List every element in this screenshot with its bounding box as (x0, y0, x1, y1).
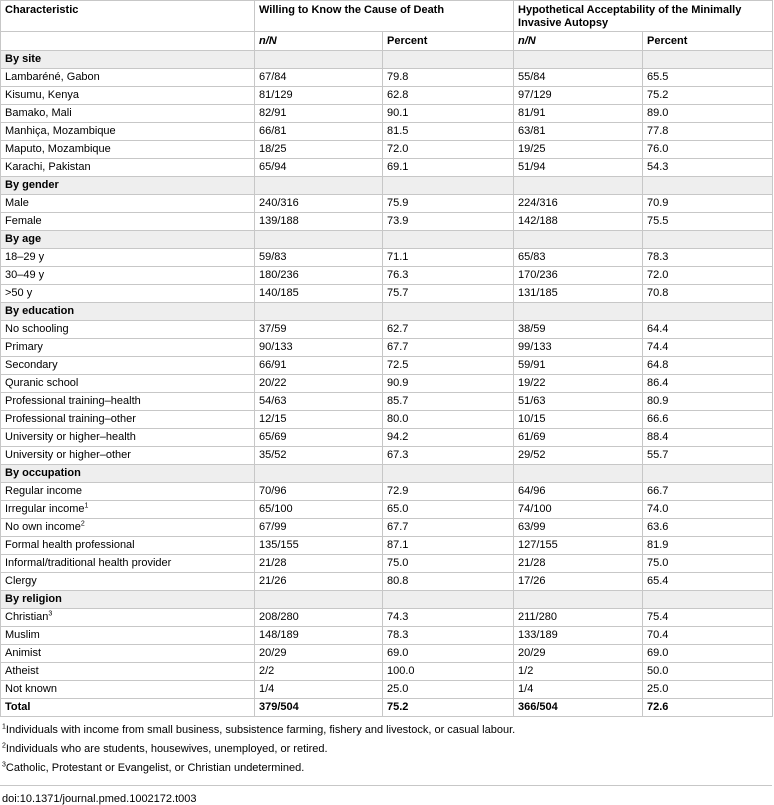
table-row (1, 141, 773, 159)
mia-nN-cell: 131/185 (514, 285, 643, 303)
willing-percent-cell: 75.9 (383, 195, 514, 213)
mia-nN-cell: 170/236 (514, 267, 643, 285)
willing-percent-cell: 62.8 (383, 87, 514, 105)
mia-nN-cell: 59/91 (514, 357, 643, 375)
row-label (1, 267, 255, 285)
table-body (1, 51, 773, 717)
willing-percent-cell: 80.0 (383, 411, 514, 429)
section-blank-cell (643, 465, 773, 483)
row-label-text: University or higher–health (5, 431, 136, 443)
mia-nN-cell: 63/81 (514, 123, 643, 141)
table-row (1, 87, 773, 105)
total-willing-percent: 75.2 (383, 699, 514, 717)
section-title: By site (1, 51, 255, 69)
total-label: Total (1, 699, 255, 717)
row-label-text: Irregular income (5, 503, 85, 515)
willing-percent-cell: 100.0 (383, 663, 514, 681)
mia-nN-cell: 38/59 (514, 321, 643, 339)
table-row (1, 645, 773, 663)
willing-percent-cell: 71.1 (383, 249, 514, 267)
row-label-text: Formal health professional (5, 539, 135, 551)
section-blank-cell (514, 177, 643, 195)
mia-acceptability-header: Hypothetical Acceptability of the Minimally Invasive Autopsy (514, 1, 773, 32)
mia-nN-cell: 1/2 (514, 663, 643, 681)
mia-percent-cell: 88.4 (643, 429, 773, 447)
mia-percent-cell: 50.0 (643, 663, 773, 681)
willing-percent-cell: 75.7 (383, 285, 514, 303)
footnote-text: Individuals with income from small business, subsistence farming, fishery and livestock, or casual labour. (5, 724, 516, 736)
subheader-row (1, 32, 773, 51)
willing-percent-cell: 73.9 (383, 213, 514, 231)
row-label (1, 447, 255, 465)
table-row (1, 339, 773, 357)
willing-nN-cell: 20/22 (255, 375, 383, 393)
table-row (1, 357, 773, 375)
willing-nN-cell: 140/185 (255, 285, 383, 303)
willing-nN-cell: 67/84 (255, 69, 383, 87)
table-row (1, 555, 773, 573)
table-row (1, 69, 773, 87)
section-blank-cell (383, 231, 514, 249)
willing-percent-cell: 25.0 (383, 681, 514, 699)
table-row (1, 663, 773, 681)
row-label (1, 555, 255, 573)
footnote-mark: 3 (2, 761, 6, 769)
table-row (1, 393, 773, 411)
willing-nN-cell: 66/81 (255, 123, 383, 141)
mia-percent-cell: 66.7 (643, 483, 773, 501)
mia-percent-cell: 80.9 (643, 393, 773, 411)
mia-percent-cell: 89.0 (643, 105, 773, 123)
table-row (1, 573, 773, 591)
table-row (1, 159, 773, 177)
row-label (1, 609, 255, 627)
table-row (1, 627, 773, 645)
mia-percent-cell: 75.2 (643, 87, 773, 105)
section-blank-cell (643, 51, 773, 69)
section-blank-cell (255, 231, 383, 249)
footnote-mark: 1 (2, 723, 6, 731)
mia-percent-cell: 65.5 (643, 69, 773, 87)
section-blank-cell (383, 51, 514, 69)
table-row (1, 411, 773, 429)
willing-percent-cell: 67.7 (383, 519, 514, 537)
mia-percent-cell: 78.3 (643, 249, 773, 267)
willing-percent-cell: 87.1 (383, 537, 514, 555)
row-label-text: Informal/traditional health provider (5, 557, 172, 569)
mia-nN-cell: 63/99 (514, 519, 643, 537)
willing-percent-cell: 90.9 (383, 375, 514, 393)
row-label-text: Female (5, 215, 42, 227)
footnote-marker: 1 (84, 502, 89, 510)
row-label (1, 123, 255, 141)
willing-nN-cell: 59/83 (255, 249, 383, 267)
mia-nN-cell: 51/94 (514, 159, 643, 177)
willing-percent-cell: 67.7 (383, 339, 514, 357)
willing-nN-cell: 66/91 (255, 357, 383, 375)
table-row (1, 681, 773, 699)
willing-percent-cell: 72.0 (383, 141, 514, 159)
mia-nN-cell: 97/129 (514, 87, 643, 105)
row-label (1, 411, 255, 429)
mia-nN-cell: 224/316 (514, 195, 643, 213)
willing-nN-cell: 35/52 (255, 447, 383, 465)
mia-percent-cell: 72.0 (643, 267, 773, 285)
section-blank-cell (514, 303, 643, 321)
row-label (1, 663, 255, 681)
row-label (1, 519, 255, 537)
willing-nN-cell: 67/99 (255, 519, 383, 537)
section-blank-cell (255, 51, 383, 69)
blank-subheader (1, 32, 255, 51)
row-label-text: No schooling (5, 323, 69, 335)
willing-nN-cell: 70/96 (255, 483, 383, 501)
willing-nN-cell: 139/188 (255, 213, 383, 231)
total-mia-percent: 72.6 (643, 699, 773, 717)
row-label (1, 627, 255, 645)
section-blank-cell (514, 51, 643, 69)
mia-percent-cell: 25.0 (643, 681, 773, 699)
willing-percent-cell: 85.7 (383, 393, 514, 411)
willing-to-know-header: Willing to Know the Cause of Death (255, 1, 514, 32)
row-label-text: Lambaréné, Gabon (5, 71, 100, 83)
mia-percent-cell: 75.0 (643, 555, 773, 573)
row-label-text: Not known (5, 683, 57, 695)
row-label (1, 105, 255, 123)
row-label (1, 537, 255, 555)
row-label-text: Professional training–other (5, 413, 136, 425)
section-header-row (1, 465, 773, 483)
section-blank-cell (383, 303, 514, 321)
row-label-text: Manhiça, Mozambique (5, 125, 116, 137)
mia-nN-cell: 29/52 (514, 447, 643, 465)
section-title: By religion (1, 591, 255, 609)
mia-percent-cell: 75.4 (643, 609, 773, 627)
willing-nN-cell: 65/100 (255, 501, 383, 519)
mia-nN-cell: 20/29 (514, 645, 643, 663)
section-blank-cell (255, 303, 383, 321)
row-label-text: Quranic school (5, 377, 79, 389)
willing-percent-cell: 72.9 (383, 483, 514, 501)
mia-percent-cell: 66.6 (643, 411, 773, 429)
mia-percent-cell: 70.8 (643, 285, 773, 303)
mia-nN-cell: 133/189 (514, 627, 643, 645)
willing-nN-cell: 2/2 (255, 663, 383, 681)
section-blank-cell (643, 303, 773, 321)
table-row (1, 519, 773, 537)
nN-subheader-a: n/N (255, 32, 383, 51)
row-label (1, 573, 255, 591)
mia-nN-cell: 211/280 (514, 609, 643, 627)
mia-percent-cell: 74.4 (643, 339, 773, 357)
footnote-marker: 3 (48, 610, 53, 618)
row-label (1, 357, 255, 375)
total-mia-nN: 366/504 (514, 699, 643, 717)
row-label-text: Primary (5, 341, 43, 353)
row-label (1, 141, 255, 159)
willing-nN-cell: 65/94 (255, 159, 383, 177)
section-title: By gender (1, 177, 255, 195)
nN-subheader-b: n/N (514, 32, 643, 51)
table-row (1, 501, 773, 519)
mia-nN-cell: 61/69 (514, 429, 643, 447)
table-row (1, 213, 773, 231)
row-label (1, 69, 255, 87)
table-row (1, 105, 773, 123)
willing-nN-cell: 21/28 (255, 555, 383, 573)
section-blank-cell (643, 177, 773, 195)
mia-nN-cell: 74/100 (514, 501, 643, 519)
total-row (1, 699, 773, 717)
row-label (1, 501, 255, 519)
row-label (1, 645, 255, 663)
row-label-text: Animist (5, 647, 42, 659)
willing-percent-cell: 94.2 (383, 429, 514, 447)
section-blank-cell (255, 177, 383, 195)
mia-percent-cell: 55.7 (643, 447, 773, 465)
table-row (1, 123, 773, 141)
table-row (1, 537, 773, 555)
willing-percent-cell: 90.1 (383, 105, 514, 123)
section-blank-cell (255, 591, 383, 609)
section-header-row (1, 303, 773, 321)
total-willing-nN: 379/504 (255, 699, 383, 717)
row-label (1, 213, 255, 231)
row-label (1, 159, 255, 177)
willing-nN-cell: 12/15 (255, 411, 383, 429)
mia-nN-cell: 1/4 (514, 681, 643, 699)
row-label (1, 429, 255, 447)
willing-nN-cell: 20/29 (255, 645, 383, 663)
willing-percent-cell: 74.3 (383, 609, 514, 627)
willing-nN-cell: 37/59 (255, 321, 383, 339)
willing-percent-cell: 67.3 (383, 447, 514, 465)
willing-nN-cell: 81/129 (255, 87, 383, 105)
footnote-marker: 2 (80, 520, 85, 528)
section-blank-cell (383, 465, 514, 483)
table-row (1, 195, 773, 213)
willing-nN-cell: 21/26 (255, 573, 383, 591)
table-row (1, 447, 773, 465)
row-label (1, 195, 255, 213)
mia-percent-cell: 76.0 (643, 141, 773, 159)
willing-nN-cell: 180/236 (255, 267, 383, 285)
mia-nN-cell: 51/63 (514, 393, 643, 411)
willing-percent-cell: 65.0 (383, 501, 514, 519)
row-label-text: Clergy (5, 575, 37, 587)
section-header-row (1, 51, 773, 69)
mia-nN-cell: 10/15 (514, 411, 643, 429)
header-row (1, 1, 773, 32)
percent-subheader-a: Percent (383, 32, 514, 51)
mia-percent-cell: 81.9 (643, 537, 773, 555)
table-row (1, 249, 773, 267)
section-blank-cell (514, 465, 643, 483)
footnote (2, 761, 774, 780)
section-blank-cell (255, 465, 383, 483)
mia-nN-cell: 55/84 (514, 69, 643, 87)
footnote-mark: 2 (2, 742, 6, 750)
mia-nN-cell: 19/25 (514, 141, 643, 159)
mia-nN-cell: 99/133 (514, 339, 643, 357)
row-label (1, 321, 255, 339)
willing-percent-cell: 75.0 (383, 555, 514, 573)
section-title: By occupation (1, 465, 255, 483)
row-label-text: Kisumu, Kenya (5, 89, 79, 101)
willing-nN-cell: 1/4 (255, 681, 383, 699)
willing-percent-cell: 81.5 (383, 123, 514, 141)
doi-text: doi:10.1371/journal.pmed.1002172.t003 (2, 793, 197, 805)
row-label (1, 249, 255, 267)
row-label (1, 87, 255, 105)
footnote-text: Individuals who are students, housewives, unemployed, or retired. (5, 743, 328, 755)
row-label-text: No own income (5, 521, 81, 533)
footnote (2, 723, 774, 742)
mia-nN-cell: 19/22 (514, 375, 643, 393)
table-row (1, 429, 773, 447)
mia-percent-cell: 77.8 (643, 123, 773, 141)
willing-nN-cell: 54/63 (255, 393, 383, 411)
section-blank-cell (643, 591, 773, 609)
row-label (1, 393, 255, 411)
section-blank-cell (514, 591, 643, 609)
mia-percent-cell: 70.9 (643, 195, 773, 213)
row-label-text: Regular income (5, 485, 83, 497)
section-title: By education (1, 303, 255, 321)
section-header-row (1, 177, 773, 195)
table-row (1, 321, 773, 339)
table-row (1, 375, 773, 393)
willing-nN-cell: 135/155 (255, 537, 383, 555)
mia-nN-cell: 127/155 (514, 537, 643, 555)
table-row (1, 609, 773, 627)
section-header-row (1, 231, 773, 249)
row-label-text: >50 y (5, 287, 33, 299)
willing-nN-cell: 82/91 (255, 105, 383, 123)
row-label (1, 339, 255, 357)
mia-percent-cell: 65.4 (643, 573, 773, 591)
mia-percent-cell: 64.8 (643, 357, 773, 375)
row-label-text: Maputo, Mozambique (5, 143, 111, 155)
mia-nN-cell: 81/91 (514, 105, 643, 123)
section-blank-cell (383, 591, 514, 609)
row-label-text: Male (5, 197, 29, 209)
mia-nN-cell: 21/28 (514, 555, 643, 573)
table-row (1, 285, 773, 303)
row-label (1, 375, 255, 393)
row-label-text: Karachi, Pakistan (5, 161, 91, 173)
row-label-text: Christian (5, 611, 49, 623)
row-label-text: Atheist (5, 665, 39, 677)
mia-nN-cell: 17/26 (514, 573, 643, 591)
mia-percent-cell: 54.3 (643, 159, 773, 177)
row-label-text: University or higher–other (5, 449, 131, 461)
table-row (1, 483, 773, 501)
row-label-text: Secondary (5, 359, 58, 371)
willing-percent-cell: 79.8 (383, 69, 514, 87)
mia-percent-cell: 63.6 (643, 519, 773, 537)
table-row (1, 267, 773, 285)
row-label-text: Professional training–health (5, 395, 141, 407)
mia-nN-cell: 142/188 (514, 213, 643, 231)
willing-percent-cell: 69.1 (383, 159, 514, 177)
section-title: By age (1, 231, 255, 249)
willing-nN-cell: 208/280 (255, 609, 383, 627)
row-label (1, 681, 255, 699)
percent-subheader-b: Percent (643, 32, 773, 51)
mia-percent-cell: 74.0 (643, 501, 773, 519)
footnote (2, 742, 774, 761)
mia-percent-cell: 75.5 (643, 213, 773, 231)
mia-nN-cell: 65/83 (514, 249, 643, 267)
section-blank-cell (383, 177, 514, 195)
characteristic-header: Characteristic (1, 1, 255, 32)
mia-nN-cell: 64/96 (514, 483, 643, 501)
section-blank-cell (643, 231, 773, 249)
willing-percent-cell: 78.3 (383, 627, 514, 645)
mia-percent-cell: 86.4 (643, 375, 773, 393)
willing-nN-cell: 65/69 (255, 429, 383, 447)
row-label-text: 18–29 y (5, 251, 45, 263)
row-label (1, 285, 255, 303)
mia-percent-cell: 70.4 (643, 627, 773, 645)
footnotes (0, 717, 774, 780)
section-blank-cell (514, 231, 643, 249)
row-label-text: Muslim (5, 629, 40, 641)
mia-percent-cell: 69.0 (643, 645, 773, 663)
willing-nN-cell: 18/25 (255, 141, 383, 159)
willing-percent-cell: 72.5 (383, 357, 514, 375)
willing-percent-cell: 62.7 (383, 321, 514, 339)
willing-percent-cell: 69.0 (383, 645, 514, 663)
mia-percent-cell: 64.4 (643, 321, 773, 339)
section-header-row (1, 591, 773, 609)
row-label (1, 483, 255, 501)
row-label-text: 30–49 y (5, 269, 45, 281)
willing-nN-cell: 90/133 (255, 339, 383, 357)
footnote-text: Catholic, Protestant or Evangelist, or Christian undetermined. (5, 762, 305, 774)
row-label-text: Bamako, Mali (5, 107, 72, 119)
willing-percent-cell: 76.3 (383, 267, 514, 285)
willing-nN-cell: 240/316 (255, 195, 383, 213)
willing-percent-cell: 80.8 (383, 573, 514, 591)
willing-nN-cell: 148/189 (255, 627, 383, 645)
